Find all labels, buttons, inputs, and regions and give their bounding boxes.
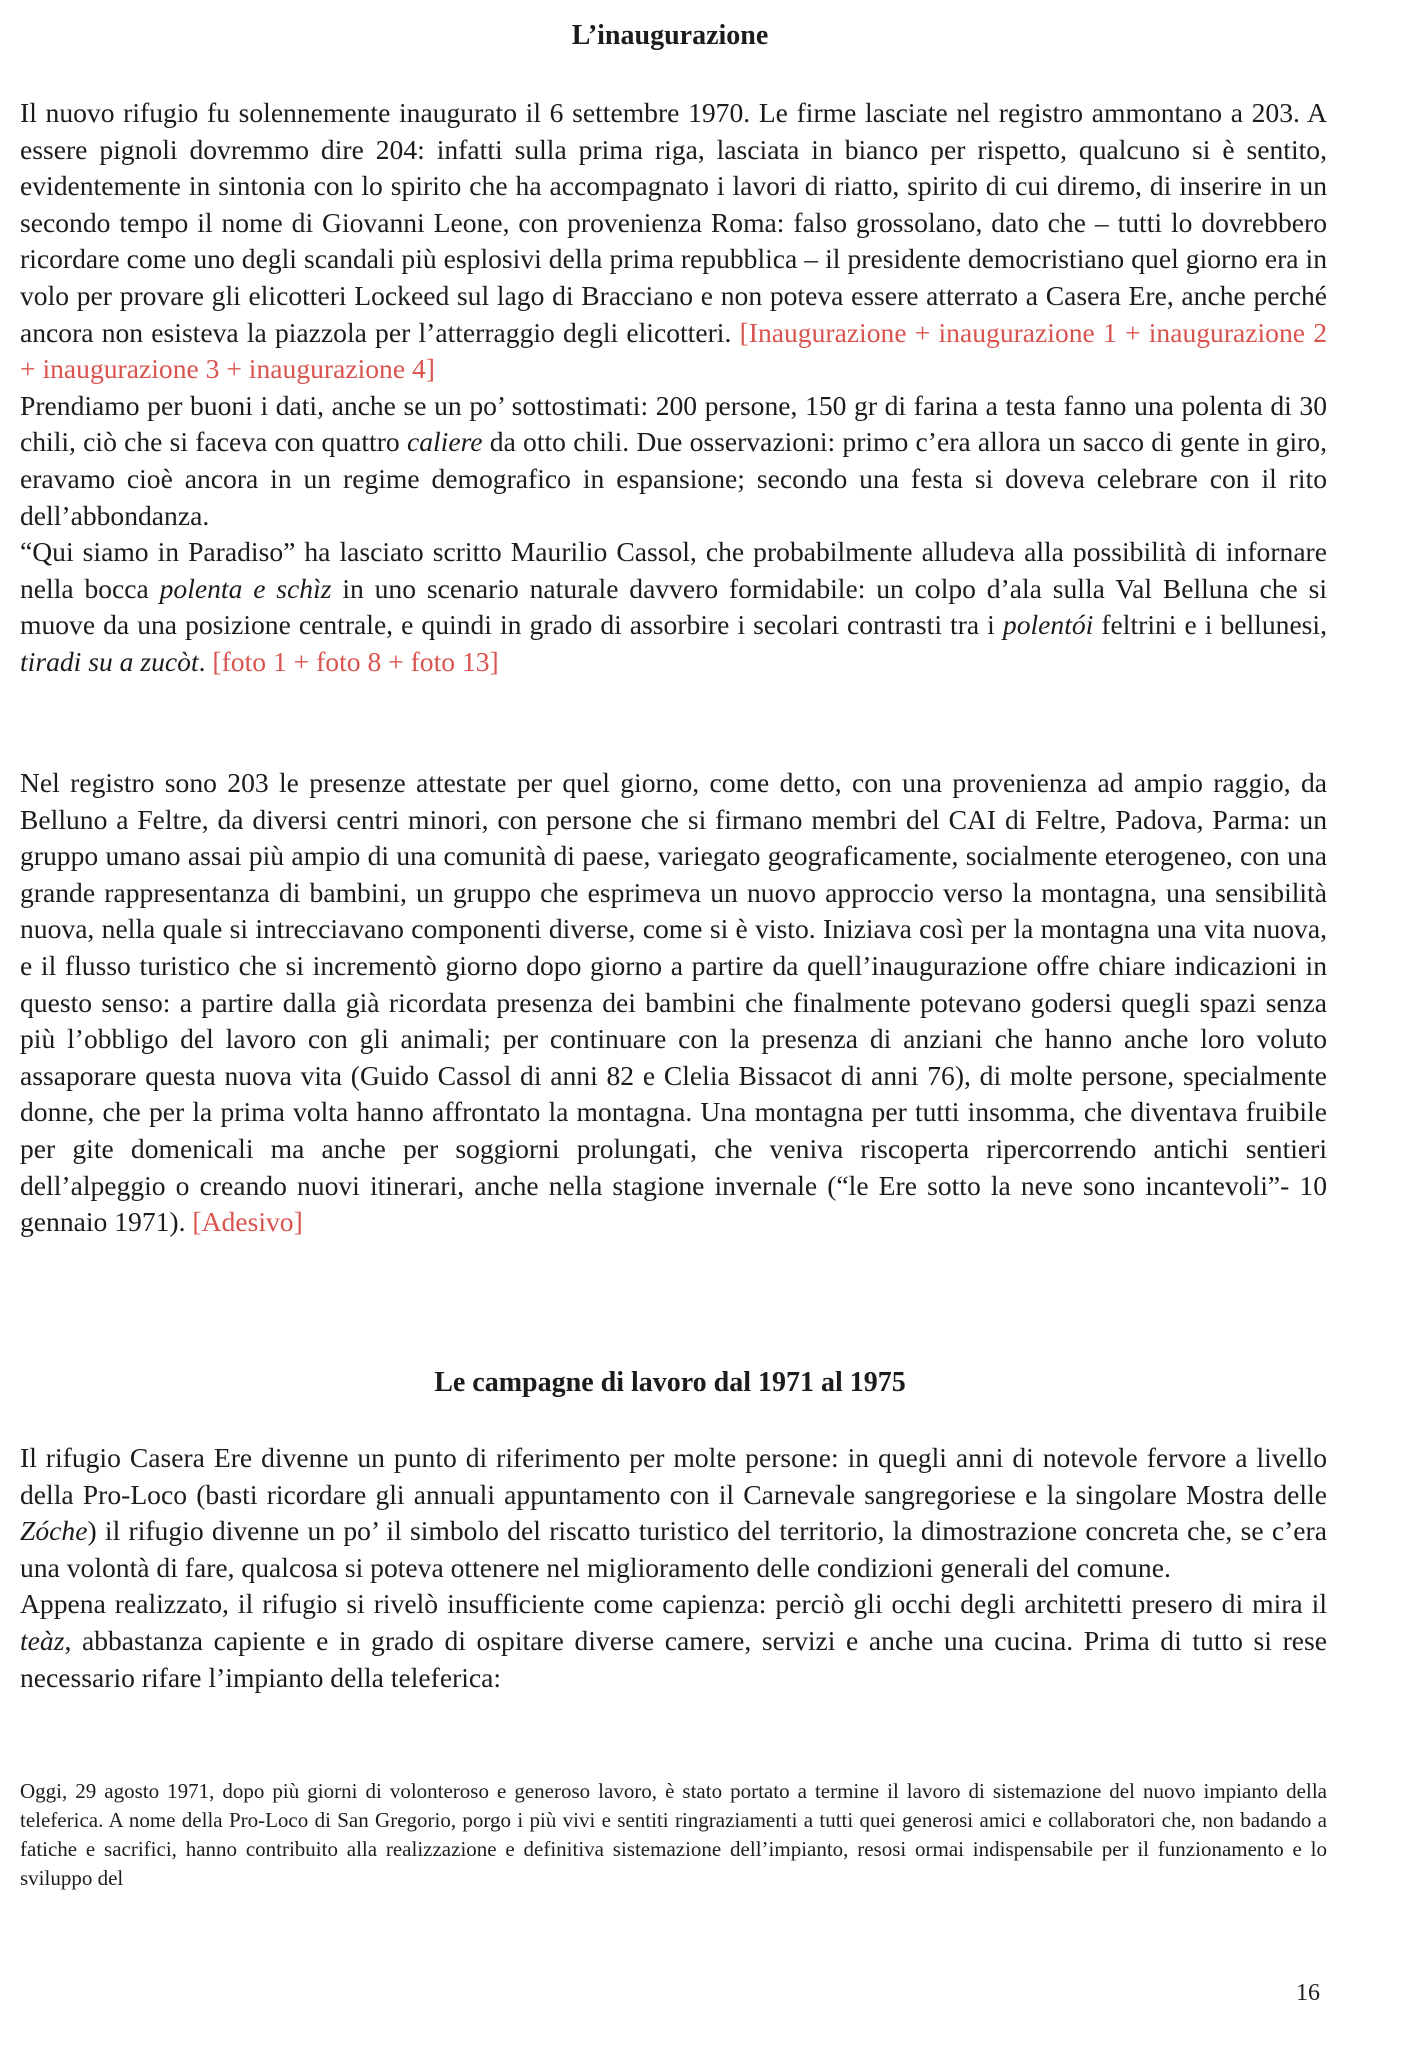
italic-term: tiradi su a zucòt [20,645,199,677]
paragraph-text: Nel registro sono 203 le presenze attestate per quel giorno, come detto, con una provenienza ad ampio raggio, da Belluno a Feltre, da diversi centri minori, con persone che si firmano membri del CAI di Feltre, Padova, Parma: un gruppo umano assai più ampio di una comunità di paese, variegato geograficamente, socialmente eterogeneo, con una grande rappresentanza di bambini, un gruppo che esprimeva un nuovo approccio verso la montagna, una sensibilità nuova, nella quale si intrecciavano componenti diverse, come si è visto. Iniziava così per la montagna una vita nuova, e il flusso turistico che si incrementò giorno dopo giorno a partire da quell’inaugurazione offre chiare indicazioni in questo senso: a partire dalla già ricordata presenza dei bambini che finalmente potevano godersi quegli spazi senza più l’obbligo del lavoro con gli animali; per continuare con la presenza di anziani che hanno anche loro voluto assaporare questa nuova vita (Guido Cassol di anni 82 e Clelia Bissacot di anni 76), di molte persone, specialmente donne, che per la prima volta hanno affrontato la montagna. Una montagna per tutti insomma, che diventava fruibile per gite domenicali ma anche per soggiorni prolungati, che veniva riscoperta ripercorrendo antichi sentieri dell’alpeggio o creando nuovi itinerari, anche nella stagione invernale (“le Ere sotto la neve sono incantevoli”- 10 gennaio 1971). [20,767,1327,1238]
paragraph-capienza [20,1586,1327,1696]
paragraph-polenta [20,388,1327,534]
section-campagne-body [20,1440,1327,1696]
paragraph-text: . [198,645,213,677]
paragraph-rifugio [20,1440,1327,1586]
section-title-campagne: Le campagne di lavoro dal 1971 al 1975 [434,1367,906,1398]
italic-term: Zóche [20,1515,88,1547]
paragraph-registro [20,95,1327,388]
italic-term: teàz [20,1624,65,1656]
paragraph-text: Il rifugio Casera Ere divenne un punto di riferimento per molte persone: in quegli anni di notevole fervore a livello della Pro-Loco (basti ricordare gli annuali appuntamento con il Carnevale sangregoriese e la singolare Mostra delle [20,1442,1327,1510]
section-presenze-body [20,765,1327,1241]
paragraph-text: feltrini e i bellunesi, [1093,609,1327,641]
italic-term: caliere [406,426,483,458]
photo-link-inaugurazione[interactable]: [Inaugurazione + inaugurazione 1 + inaugurazione 2 + inaugurazione 3 + inaugurazione 4] [20,316,1328,385]
section-title-inaugurazione: L’inaugurazione [571,20,769,51]
paragraph-text: Il nuovo rifugio fu solennemente inaugurato il 6 settembre 1970. Le firme lasciate nel registro ammontano a 203. A essere pignoli dovremmo dire 204: infatti sulla prima riga, lasciata in bianco per rispetto, qualcuno si è sentito, evidentemente in sintonia con lo spirito che ha accompagnato i lavori di riatto, spirito di cui diremo, di inserire in un secondo tempo il nome di Giovanni Leone, con provenienza Roma: falso grossolano, dato che – tutti lo dovrebbero ricordare come uno degli scandali più esplosivi della prima repubblica – il presidente democristiano quel giorno era in volo per provare gli elicotteri Lockeed sul lago di Bracciano e non poteva essere atterrato a Casera Ere, anche perché ancora non esisteva la piazzola per l’atterraggio degli elicotteri. [20,97,1327,348]
paragraph-text: Prendiamo per buoni i dati, anche se un po’ sottostimati: 200 persone, 150 gr di farina a testa fanno una polenta di 30 chili, ciò che si faceva con quattro [20,389,1327,458]
paragraph-paradiso [20,534,1327,680]
page-number: 16 [1296,1980,1320,2006]
section-inaugurazione-body [20,95,1327,681]
quoted-text: Oggi, 29 agosto 1971, dopo più giorni di volonteroso e generoso lavoro, è stato portato a termine il lavoro di sistemazione del nuovo impianto della teleferica. A nome della Pro-Loco di San Gregorio, porgo i più vivi e sentiti ringraziamenti a tutti quei generosi amici e collaboratori che, non badando a fatiche e sacrifici, hanno contribuito alla realizzazione e definitiva sistemazione dell’impianto, resosi ormai indispensabile per il funzionamento e lo sviluppo del [20,1779,1327,1890]
italic-term: polenta e schìz [159,572,332,604]
paragraph-text: in uno scenario naturale davvero formidabile: un colpo d’ala sulla Val Belluna che si muove da una posizione centrale, e quindi in grado di assorbire i secolari contrasti tra i [20,572,1328,641]
paragraph-text: , abbastanza capiente e in grado di ospitare diverse camere, servizi e anche una cucina. Prima di tutto si rese necessario rifare l’impianto della teleferica: [20,1624,1327,1693]
photo-link-adesivo[interactable]: [Adesivo] [192,1206,303,1238]
paragraph-presenze [20,765,1327,1241]
photo-link-foto[interactable]: [foto 1 + foto 8 + foto 13] [212,645,499,677]
paragraph-text: “Qui siamo in Paradiso” ha lasciato scritto Maurilio Cassol, che probabilmente alludeva alla possibilità di infornare nella bocca [20,536,1327,604]
italic-term: polentói [1002,609,1094,641]
paragraph-text: Appena realizzato, il rifugio si rivelò insufficiente come capienza: perciò gli occhi degli architetti presero di mira il [20,1588,1327,1620]
paragraph-text: ) il rifugio divenne un po’ il simbolo del riscatto turistico del territorio, la dimostrazione concreta che, se c’era una volontà di fare, qualcosa si poteva ottenere nel miglioramento delle condizioni generali del comune. [20,1515,1327,1583]
paragraph-text: da otto chili. Due osservazioni: primo c’era allora un sacco di gente in giro, eravamo cioè ancora in un regime demografico in espansione; secondo una festa si doveva celebrare con il rito dell’abbondanza. [20,426,1327,531]
